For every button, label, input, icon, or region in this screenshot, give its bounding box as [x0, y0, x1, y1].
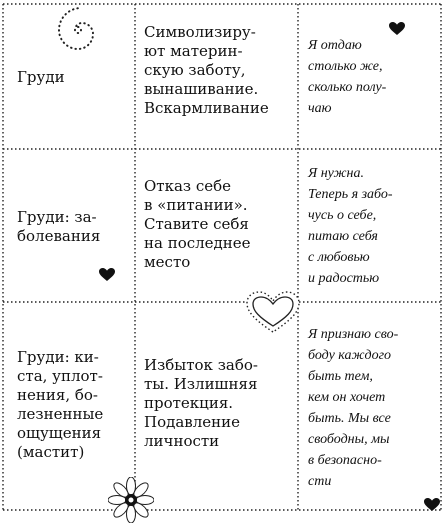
term-text: Груди: за- болевания — [17, 208, 101, 245]
cause-text: Избыток забо- ты. Излишняя протекция. Подавление личности — [144, 356, 258, 450]
affirmation-text: Я признаю сво- боду каждого быть тем, кем он хочет быть. Мы все свободны, мы в безопасно- сти — [308, 327, 399, 489]
flower-icon — [108, 477, 154, 523]
table-row-3-affirmation-cell — [300, 304, 439, 508]
table-row-2-affirmation-cell — [300, 151, 439, 300]
double-heart-icon — [245, 290, 301, 336]
affirmation-text: Я нужна. Теперь я забо- чусь о себе, питаю себя с любовью и радостью — [308, 166, 393, 286]
affirmation-text: Я отдаю столько же, сколько полу- чаю — [308, 38, 387, 116]
term-text: Груди: ки- ста, уплот- нения, бо- лезненные ощущения (мастит) — [17, 348, 104, 461]
table-row-1-affirmation-cell — [300, 6, 439, 147]
heart-icon — [99, 268, 115, 282]
heart-icon — [389, 22, 405, 36]
cause-text: Символизиру- ют материн- скую заботу, вынашивание. Вскармливание — [144, 23, 269, 117]
term-text: Груди — [17, 68, 65, 86]
cause-text: Отказ себе в «питании». Ставите себя на последнее место — [144, 177, 251, 271]
table-row-2-cause-cell — [137, 151, 296, 300]
spiral-dots-icon — [48, 0, 108, 60]
table-row-1-cause-cell — [137, 6, 296, 147]
heart-icon — [424, 498, 440, 512]
